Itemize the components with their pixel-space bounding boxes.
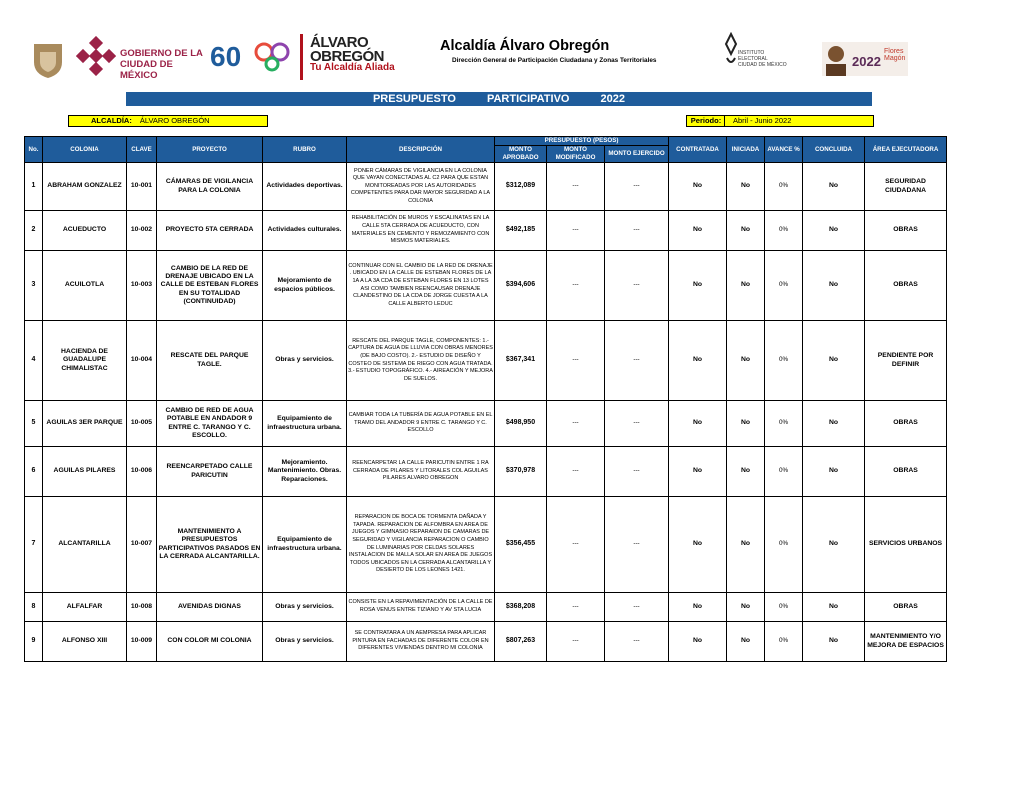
iniciada-cell: No	[727, 251, 765, 321]
concluida-cell: No	[803, 622, 865, 662]
col-concluida: CONCLUIDA	[803, 137, 865, 163]
colonia-cell: AGUILAS PILARES	[43, 447, 127, 497]
descripcion-cell: REPARACION DE BOCA DE TORMENTA DAÑADA Y TAPADA. REPARACION DE ALFOMBRA EN AREA DE JUEGOS Y GIMNASIO REPARAION DE CAMARAS DE SEGURIDAD Y VIGILANCIA REPARACION O CAMBIO DE LUMINARIAS POR CELDAS SOLARES INSTALACION DE MALLA SOLAR EN AREA DE JUEGOS TODOS UBICADOS EN LA CERRADA ALCANTARILLA Y DESIERTO DE LOS LEONES 1421.	[347, 497, 495, 593]
row-number: 4	[25, 321, 43, 401]
iniciada-cell: No	[727, 593, 765, 622]
area-ejecutadora-cell: OBRAS	[865, 447, 947, 497]
svg-text:60: 60	[210, 41, 242, 72]
monto-modificado-cell: ---	[547, 401, 605, 447]
proyecto-cell: AVENIDAS DIGNAS	[157, 593, 263, 622]
avance-cell: 0%	[765, 497, 803, 593]
col-modificado: MONTO MODIFICADO	[547, 146, 605, 163]
concluida-cell: No	[803, 251, 865, 321]
banner-word1: PRESUPUESTO	[372, 93, 456, 105]
concluida-cell: No	[803, 321, 865, 401]
descripcion-cell: SE CONTRATARA A UN AEMPRESA PARA APLICAR PINTURA EN FACHADAS DE DIFERENTE COLOR EN DIFERENTES VIVIENDAS DENTRO MI COLONIA	[347, 622, 495, 662]
page-subtitle: Dirección General de Participación Ciudadana y Zonas Territoriales	[452, 57, 657, 64]
table-row	[25, 401, 947, 447]
budget-table	[24, 136, 947, 662]
monto-ejercido-cell: ---	[605, 447, 669, 497]
monto-ejercido-cell: ---	[605, 163, 669, 211]
table-row	[25, 593, 947, 622]
monto-aprobado-cell: $356,455	[495, 497, 547, 593]
banner-word2: PARTICIPATIVO	[486, 93, 570, 105]
periodo-value: Abril - Junio 2022	[733, 116, 792, 125]
cdmx-emblem-icon	[76, 36, 116, 76]
descripcion-cell: CONSISTE EN LA REPAVIMENTACIÓN DE LA CALLE DE ROSA VENUS ENTRE TIZIANO Y AV STA LUCIA	[347, 593, 495, 622]
table-row	[25, 321, 947, 401]
avance-cell: 0%	[765, 251, 803, 321]
mexico-coat-of-arms-icon	[30, 40, 66, 80]
colonia-cell: AGUILAS 3ER PARQUE	[43, 401, 127, 447]
flores-logo-text: Flores Magón	[884, 48, 906, 62]
table-row	[25, 251, 947, 321]
ao-logo-line2: OBREGÓN	[310, 48, 385, 65]
rubro-cell: Actividades culturales.	[263, 211, 347, 251]
iniciada-cell: No	[727, 447, 765, 497]
clave-cell: 10-005	[127, 401, 157, 447]
alvaro-obregon-logo	[300, 30, 410, 80]
colonia-cell: ACUILOTLA	[43, 251, 127, 321]
proyecto-cell: CAMBIO DE LA RED DE DRENAJE UBICADO EN LA CALLE DE ESTEBAN FLORES EN SU TOTALIDAD (CONTINUIDAD)	[157, 251, 263, 321]
contratada-cell: No	[669, 401, 727, 447]
iecm-logo	[724, 32, 794, 72]
proyecto-cell: REENCARPETADO CALLE PARICUTIN	[157, 447, 263, 497]
monto-modificado-cell: ---	[547, 251, 605, 321]
row-number: 8	[25, 593, 43, 622]
area-ejecutadora-cell: OBRAS	[865, 251, 947, 321]
cdmx-logo	[76, 36, 206, 80]
monto-modificado-cell: ---	[547, 321, 605, 401]
rubro-cell: Equipamiento de infraestructura urbana.	[263, 401, 347, 447]
alcaldia-value: ÁLVARO OBREGÓN	[139, 116, 210, 125]
colonia-cell: ALFONSO XIII	[43, 622, 127, 662]
iecm-emblem-icon	[724, 32, 738, 66]
monto-aprobado-cell: $498,950	[495, 401, 547, 447]
avance-cell: 0%	[765, 401, 803, 447]
clave-cell: 10-008	[127, 593, 157, 622]
contratada-cell: No	[669, 211, 727, 251]
descripcion-cell: PONER CÁMARAS DE VIGILANCIA EN LA COLONIA QUE VAYAN CONECTADAS AL C2 PARA QUE ESTAN MONITOREADAS POR LAS AUTORIDADES COMPETENTES PARA DAR MAYOR SEGURIDAD A LA COLONIA	[347, 163, 495, 211]
monto-modificado-cell: ---	[547, 447, 605, 497]
monto-modificado-cell: ---	[547, 211, 605, 251]
col-presupuesto: PRESUPUESTO (PESOS)	[495, 137, 669, 146]
monto-aprobado-cell: $492,185	[495, 211, 547, 251]
alcaldia-label: ALCALDÍA:	[91, 116, 132, 125]
area-ejecutadora-cell: OBRAS	[865, 593, 947, 622]
rubro-cell: Obras y servicios.	[263, 622, 347, 662]
monto-ejercido-cell: ---	[605, 401, 669, 447]
iniciada-cell: No	[727, 163, 765, 211]
avance-cell: 0%	[765, 163, 803, 211]
avance-cell: 0%	[765, 211, 803, 251]
report-banner	[126, 92, 872, 106]
table-row	[25, 211, 947, 251]
proyecto-cell: RESCATE DEL PARQUE TAGLE.	[157, 321, 263, 401]
descripcion-cell: CAMBIAR TODA LA TUBERÍA DE AGUA POTABLE EN EL TRAMO DEL ANDADOR 9 ENTRE C. TARANGO Y C. ESCOLLO	[347, 401, 495, 447]
concluida-cell: No	[803, 401, 865, 447]
col-proyecto: PROYECTO	[157, 137, 263, 163]
monto-ejercido-cell: ---	[605, 211, 669, 251]
descripcion-cell: CONTINUAR CON EL CAMBIO DE LA RED DE DRENAJE . UBICADO EN LA CALLE DE ESTEBAN FLORES DE LA 1A A LA 3A CDA DE ESTEBAN FLORES EN 13 LOTES ASI COMO TAMBIEN REENCAUSAR DRENAJE CLANDESTINO DE LA CDA DE JORGE CUESTA A LA CALLE ALBERTO LEDUC	[347, 251, 495, 321]
col-no: No.	[25, 137, 43, 163]
table-row	[25, 447, 947, 497]
monto-ejercido-cell: ---	[605, 321, 669, 401]
iniciada-cell: No	[727, 211, 765, 251]
avance-cell: 0%	[765, 321, 803, 401]
descripcion-cell: REENCARPETAR LA CALLE PARICUTIN ENTRE 1 RA CERRADA DE PILARES Y LITORALES COL AGUILAS PILARES ALVARO OBREGON	[347, 447, 495, 497]
iecm-logo-line1: INSTITUTO ELECTORAL	[738, 50, 768, 62]
col-iniciada: INICIADA	[727, 137, 765, 163]
iecm-logo-line2: CIUDAD DE MÉXICO	[738, 62, 787, 68]
area-ejecutadora-cell: PENDIENTE POR DEFINIR	[865, 321, 947, 401]
portrait-icon	[822, 42, 850, 76]
contratada-cell: No	[669, 251, 727, 321]
area-ejecutadora-cell: MANTENIMIENTO Y/O MEJORA DE ESPACIOS	[865, 622, 947, 662]
descripcion-cell: REHABILITACIÓN DE MUROS Y ESCALINATAS EN LA CALLE 5TA CERRADA DE ACUEDUCTO, CON MATERIALES EN CEMENTO Y REMOZAMIENTO CON MISMOS MATERIALES.	[347, 211, 495, 251]
periodo-field	[724, 115, 874, 127]
iniciada-cell: No	[727, 321, 765, 401]
row-number: 7	[25, 497, 43, 593]
rubro-cell: Obras y servicios.	[263, 321, 347, 401]
logo-divider	[300, 34, 303, 80]
contratada-cell: No	[669, 447, 727, 497]
proyecto-cell: CÁMARAS DE VIGILANCIA PARA LA COLONIA	[157, 163, 263, 211]
concluida-cell: No	[803, 593, 865, 622]
cdmx-logo-line2: CIUDAD DE MÉXICO	[120, 59, 173, 81]
colonia-cell: ALCANTARILLA	[43, 497, 127, 593]
col-colonia: COLONIA	[43, 137, 127, 163]
monto-aprobado-cell: $367,341	[495, 321, 547, 401]
table-row	[25, 622, 947, 662]
monto-modificado-cell: ---	[547, 163, 605, 211]
periodo-label: Periodo:	[686, 115, 725, 127]
row-number: 3	[25, 251, 43, 321]
row-number: 6	[25, 447, 43, 497]
table-row	[25, 163, 947, 211]
proyecto-cell: CON COLOR MI COLONIA	[157, 622, 263, 662]
clave-cell: 10-009	[127, 622, 157, 662]
monto-aprobado-cell: $312,089	[495, 163, 547, 211]
contratada-cell: No	[669, 622, 727, 662]
colonia-cell: ACUEDUCTO	[43, 211, 127, 251]
monto-ejercido-cell: ---	[605, 497, 669, 593]
monto-aprobado-cell: $394,606	[495, 251, 547, 321]
row-number: 2	[25, 211, 43, 251]
concluida-cell: No	[803, 497, 865, 593]
colonia-cell: HACIENDA DE GUADALUPE CHIMALISTAC	[43, 321, 127, 401]
monto-aprobado-cell: $368,208	[495, 593, 547, 622]
cdmx-logo-line1: GOBIERNO DE LA	[120, 48, 203, 59]
contratada-cell: No	[669, 497, 727, 593]
avance-cell: 0%	[765, 593, 803, 622]
iniciada-cell: No	[727, 622, 765, 662]
col-rubro: RUBRO	[263, 137, 347, 163]
contratada-cell: No	[669, 321, 727, 401]
col-contratada: CONTRATADA	[669, 137, 727, 163]
col-descripcion: DESCRIPCIÓN	[347, 137, 495, 163]
area-ejecutadora-cell: SEGURIDAD CIUDADANA	[865, 163, 947, 211]
rubro-cell: Obras y servicios.	[263, 593, 347, 622]
monto-modificado-cell: ---	[547, 593, 605, 622]
rubro-cell: Actividades deportivas.	[263, 163, 347, 211]
col-ejercido: MONTO EJERCIDO	[605, 146, 669, 163]
banner-year: 2022	[600, 93, 626, 105]
avance-cell: 0%	[765, 447, 803, 497]
row-number: 5	[25, 401, 43, 447]
descripcion-cell: RESCATE DEL PARQUE TAGLE, COMPONENTES: 1.- CAPTURA DE AGUA DE LLUVIA CON OBRAS MENORES (DE BAJO COSTO). 2.- ESTUDIO DE DISEÑO Y COSTEO DE SISTEMA DE RIEGO CON AGUA TRATADA. 3.- ESTUDIO TOPOGRÁFICO. 4.- AIREACIÓN Y MEJORA DE SUELOS.	[347, 321, 495, 401]
flores-logo-year: 2022	[852, 54, 881, 69]
proyecto-cell: MANTENIMIENTO A PRESUPUESTOS PARTICIPATIVOS PASADOS EN LA CERRADA ALCANTARILLA.	[157, 497, 263, 593]
col-aprobado: MONTO APROBADO	[495, 146, 547, 163]
colonia-cell: ABRAHAM GONZALEZ	[43, 163, 127, 211]
area-ejecutadora-cell: OBRAS	[865, 401, 947, 447]
area-ejecutadora-cell: OBRAS	[865, 211, 947, 251]
page-header	[0, 0, 1024, 90]
clave-cell: 10-007	[127, 497, 157, 593]
rubro-cell: Mejoramiento de espacios públicos.	[263, 251, 347, 321]
proyecto-cell: PROYECTO 5TA CERRADA	[157, 211, 263, 251]
concluida-cell: No	[803, 163, 865, 211]
monto-ejercido-cell: ---	[605, 622, 669, 662]
colonia-cell: ALFALFAR	[43, 593, 127, 622]
rubro-cell: Mejoramiento. Mantenimiento. Obras. Reparaciones.	[263, 447, 347, 497]
clave-cell: 10-004	[127, 321, 157, 401]
col-clave: CLAVE	[127, 137, 157, 163]
iniciada-cell: No	[727, 401, 765, 447]
alcaldia-field	[68, 115, 268, 127]
monto-ejercido-cell: ---	[605, 593, 669, 622]
monto-aprobado-cell: $807,263	[495, 622, 547, 662]
ao-logo-slogan: Tu Alcaldía Aliada	[310, 62, 395, 73]
clave-cell: 10-003	[127, 251, 157, 321]
ao-logo-line1: ÁLVARO	[310, 34, 369, 51]
proyecto-cell: CAMBIO DE RED DE AGUA POTABLE EN ANDADOR 9 ENTRE C. TARANGO Y C. ESCOLLO.	[157, 401, 263, 447]
monto-ejercido-cell: ---	[605, 251, 669, 321]
row-number: 9	[25, 622, 43, 662]
flores-magon-logo	[822, 42, 908, 76]
anniversary-60-logo-icon	[208, 38, 290, 74]
avance-cell: 0%	[765, 622, 803, 662]
col-avance: AVANCE %	[765, 137, 803, 163]
monto-modificado-cell: ---	[547, 622, 605, 662]
clave-cell: 10-006	[127, 447, 157, 497]
clave-cell: 10-001	[127, 163, 157, 211]
concluida-cell: No	[803, 211, 865, 251]
row-number: 1	[25, 163, 43, 211]
monto-aprobado-cell: $370,978	[495, 447, 547, 497]
area-ejecutadora-cell: SERVICIOS URBANOS	[865, 497, 947, 593]
contratada-cell: No	[669, 593, 727, 622]
clave-cell: 10-002	[127, 211, 157, 251]
iniciada-cell: No	[727, 497, 765, 593]
col-area: ÁREA EJECUTADORA	[865, 137, 947, 163]
contratada-cell: No	[669, 163, 727, 211]
table-row	[25, 497, 947, 593]
concluida-cell: No	[803, 447, 865, 497]
page-title: Alcaldía Álvaro Obregón	[440, 38, 610, 54]
monto-modificado-cell: ---	[547, 497, 605, 593]
rubro-cell: Equipamiento de infraestructura urbana.	[263, 497, 347, 593]
